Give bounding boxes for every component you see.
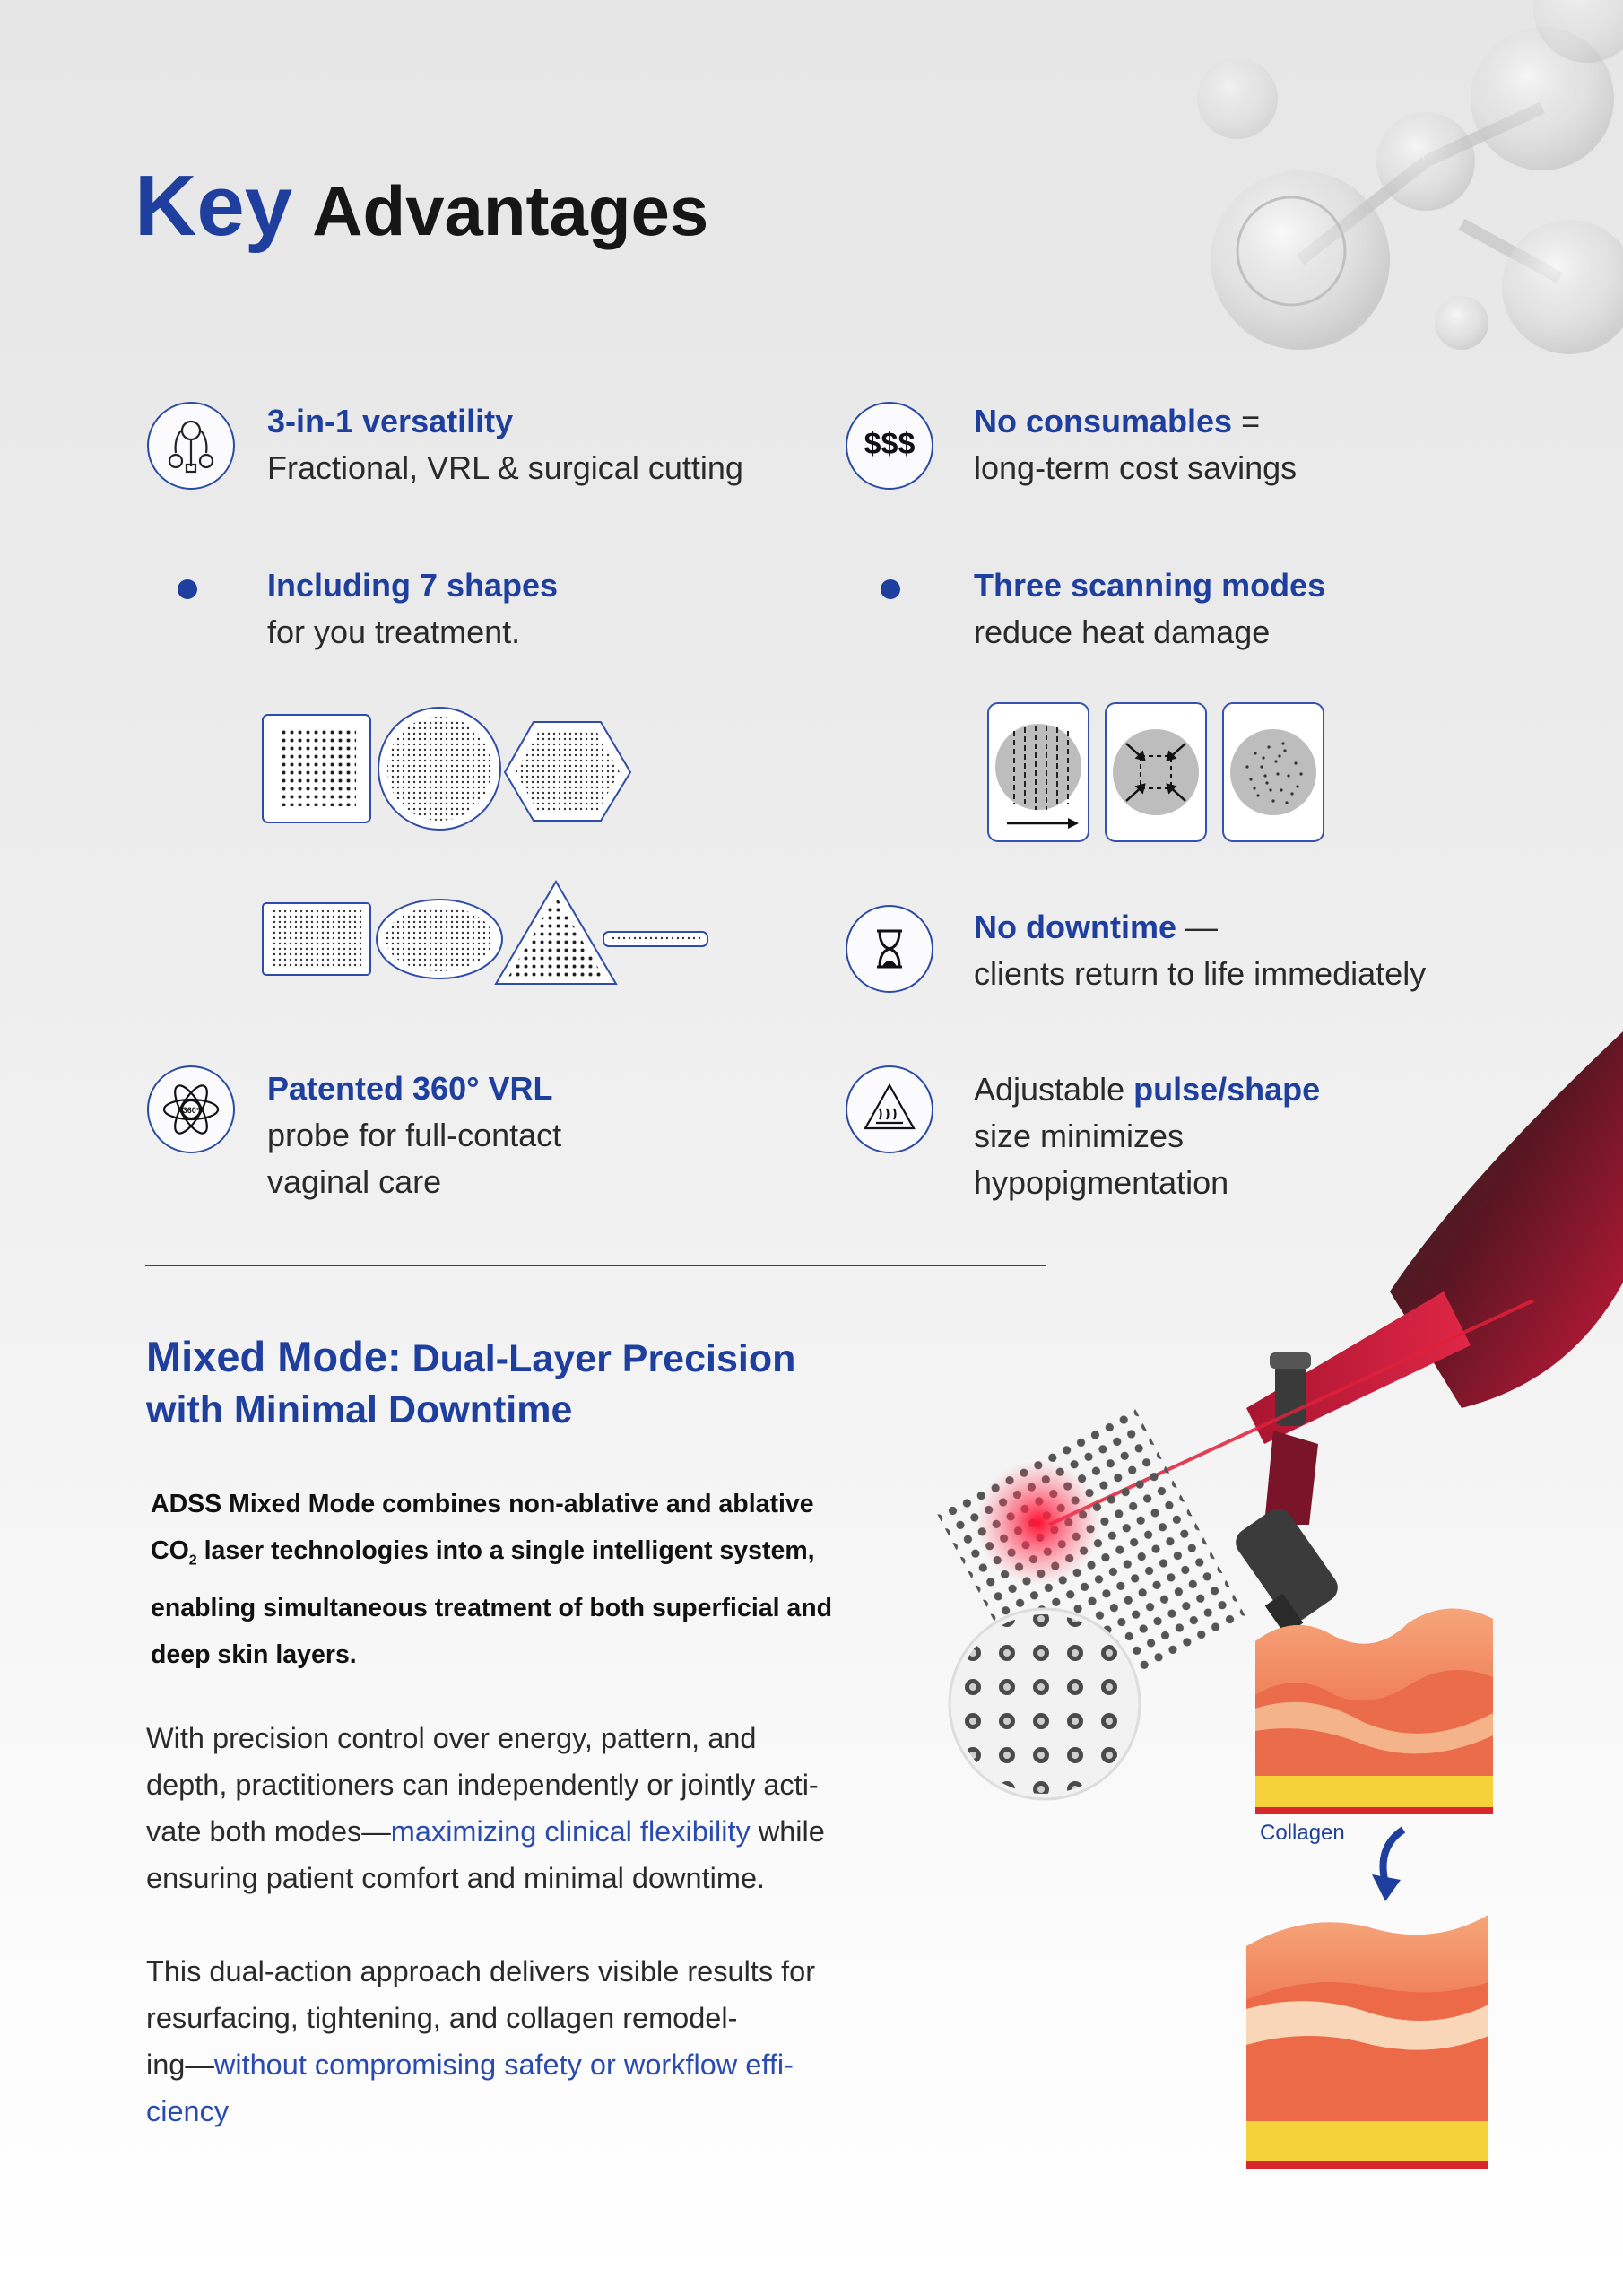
seven-shapes-illustration [256,704,722,991]
laser-handpiece-illustration [888,1022,1623,2170]
collagen-label: Collagen [1260,1821,1345,1845]
bullet-dot [881,579,900,599]
versatility-text: Fractional, VRL & surgical cutting [267,449,743,486]
feature-consumables [974,398,1297,491]
p2-line: depth, practitioners can independently or jointly acti- [146,1769,819,1801]
scan-mode-random [1222,702,1324,842]
pulse-heading: pulse/shape [1133,1071,1321,1108]
hourglass-icon [846,905,933,993]
pulse-text-1: size minimizes [974,1118,1185,1154]
bullet-dot [178,579,197,599]
p3-line: This dual-action approach delivers visible results for [146,1955,816,1987]
feature-downtime [974,904,1426,997]
atom-icon-text: 360° [182,1106,200,1115]
mixed-mode-title [146,1331,953,1436]
shapes-text: for you treatment. [267,613,521,650]
shapes-heading: Including 7 shapes [267,567,559,604]
versatility-heading: 3-in-1 versatility [267,403,514,439]
vrl-text-1: probe for full-contact [267,1117,562,1153]
consumables-suffix: = [1232,403,1261,439]
consumables-text: long-term cost savings [974,449,1298,486]
feature-vrl [267,1065,561,1205]
p2-highlight: maximizing clinical flexibility [390,1815,751,1848]
vrl-text-2: vaginal care [267,1163,442,1200]
page-title [135,157,708,256]
intro-co: CO [151,1536,189,1565]
scan-mode-spiral [1105,702,1207,842]
p2-line: ensuring patient comfort and minimal downtime. [146,1862,766,1894]
p2-text: while [750,1815,825,1848]
dollar-icon-text: $$$ [864,427,916,461]
mixed-mode-intro [151,1481,904,1678]
title-advantages: Advantages [312,171,709,250]
downtime-heading: No downtime [974,909,1176,945]
feature-scanning [974,562,1325,656]
mixed-mode-paragraph-3 [146,1948,935,2135]
p3-text: ing— [146,2048,214,2081]
p3-line: resurfacing, tightening, and collagen remodel- [146,2002,738,2034]
downtime-text: clients return to life immediately [974,955,1427,992]
downtime-suffix: — [1176,909,1218,945]
scanning-text: reduce heat damage [974,613,1271,650]
molecule-decoration [1166,0,1623,377]
mixed-mode-title-b: Dual-Layer Precision [401,1337,796,1380]
intro-line: ADSS Mixed Mode combines non-ablative and ablative [151,1490,814,1518]
scanning-heading: Three scanning modes [974,567,1326,604]
feature-versatility [267,398,743,491]
mixed-mode-title-c: with Minimal Downtime [146,1388,573,1431]
intro-line [151,1527,904,1585]
atom-360-icon [147,1065,235,1153]
consumables-heading: No consumables [974,403,1233,439]
scan-mode-linear [987,702,1089,842]
p2-line: With precision control over energy, pattern, and [146,1722,757,1754]
mixed-mode-title-a: Mixed Mode: [146,1333,402,1380]
intro-line: enabling simultaneous treatment of both superficial and [151,1593,833,1622]
vrl-heading: Patented 360° VRL [267,1070,553,1107]
intro-rest: laser technologies into a single intelligent system, [196,1536,815,1565]
p2-text: vate both modes— [146,1815,391,1848]
mixed-mode-paragraph-2 [146,1715,935,1901]
pulse-prefix: Adjustable [974,1071,1134,1108]
p3-highlight: without compromising safety or workflow effi- [213,2048,794,2081]
dollar-icon [846,402,933,490]
title-key: Key [135,158,293,254]
feature-shapes [267,562,558,656]
p3-highlight: ciency [146,2095,230,2127]
intro-sub: 2 [188,1552,197,1569]
pulse-text-2: hypopigmentation [974,1164,1229,1201]
probe-tools-icon [147,402,235,490]
intro-line: deep skin layers. [151,1639,357,1669]
